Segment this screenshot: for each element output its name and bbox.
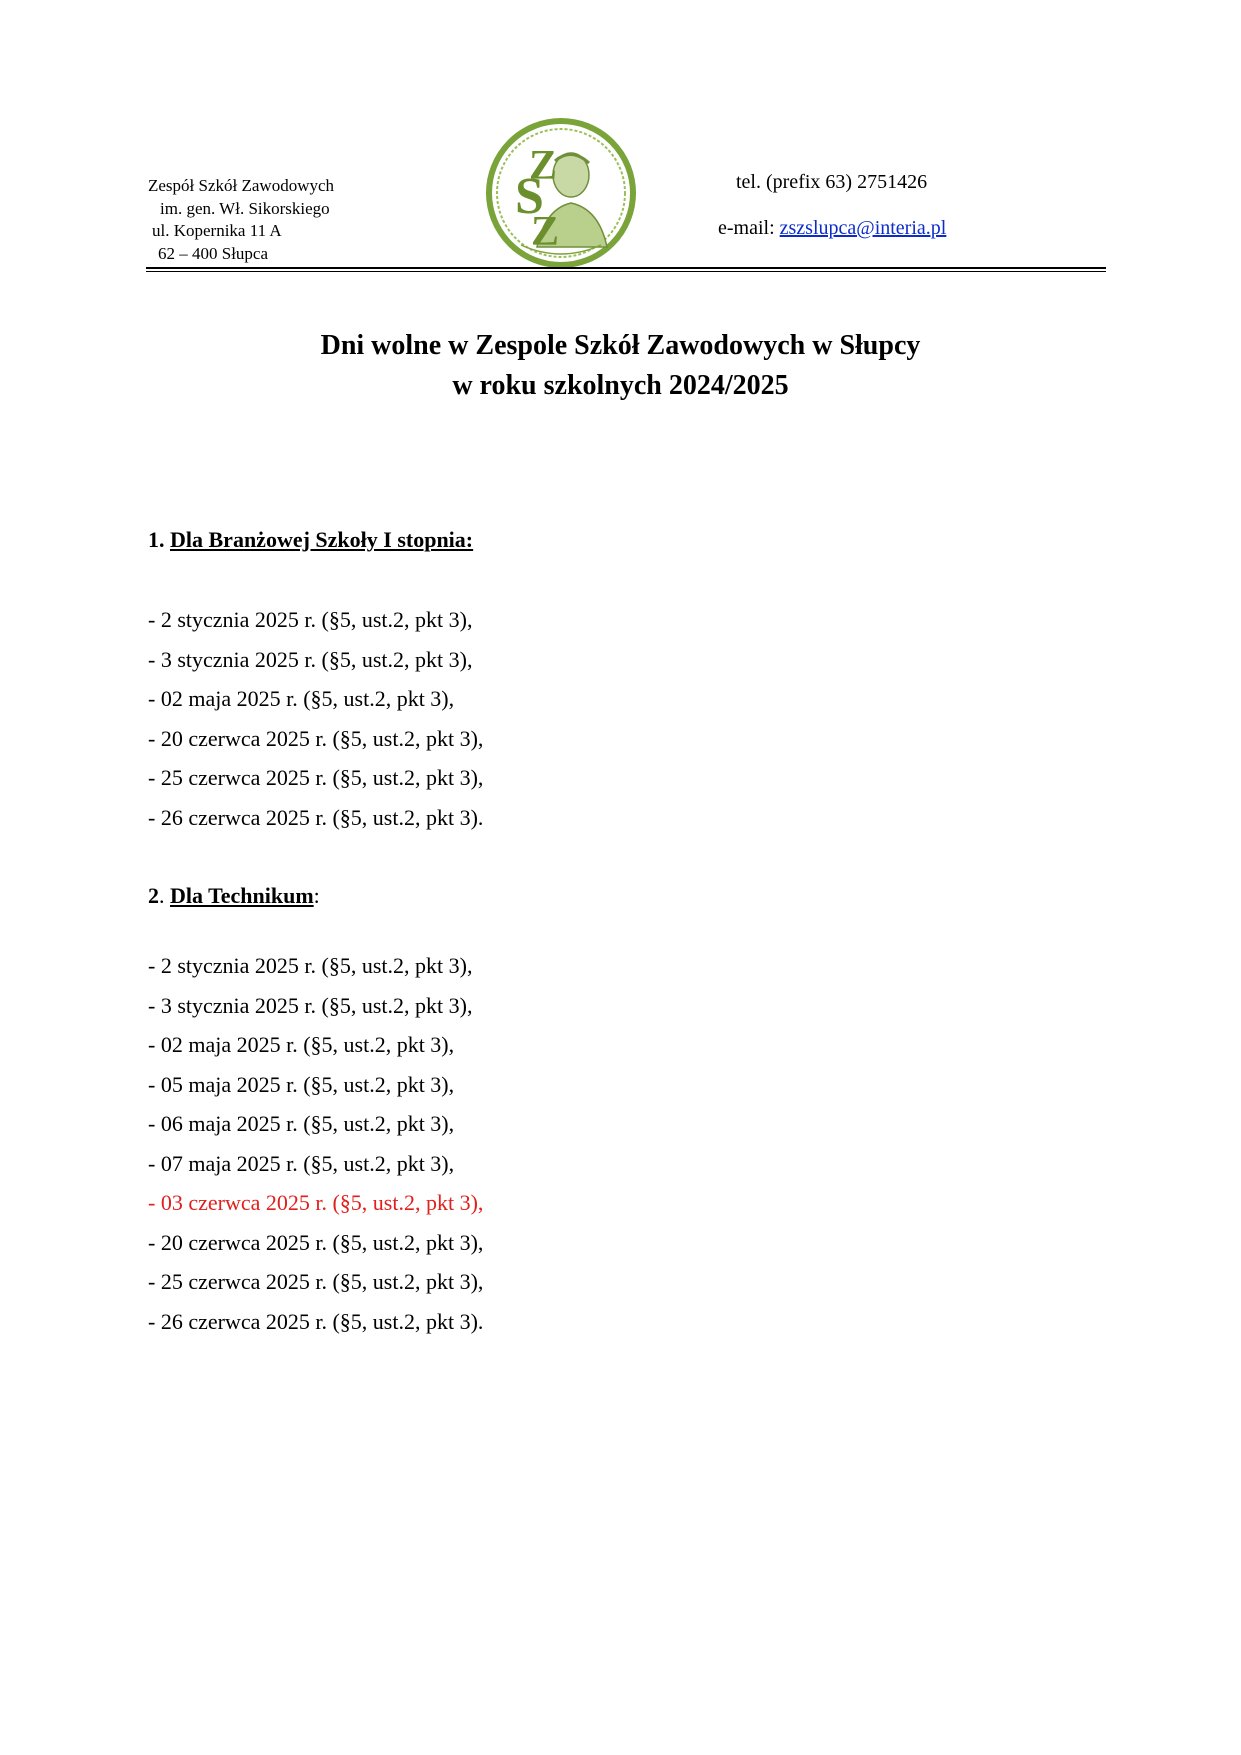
- list-item: - 25 czerwca 2025 r. (§5, ust.2, pkt 3),: [148, 1269, 484, 1294]
- logo-letter: Z: [529, 143, 558, 189]
- school-address: [148, 175, 334, 265]
- header-divider: [146, 267, 1106, 269]
- address-line: Zespół Szkół Zawodowych: [148, 176, 335, 195]
- list-item: - 05 maja 2025 r. (§5, ust.2, pkt 3),: [148, 1071, 455, 1097]
- list-item: - 02 maja 2025 r. (§5, ust.2, pkt 3),: [148, 1032, 455, 1057]
- document-title: [0, 326, 1241, 406]
- section-label: Dla Branżowej Szkoły I stopnia:: [170, 527, 474, 552]
- school-logo-icon: [485, 117, 637, 269]
- address-line: im. gen. Wł. Sikorskiego: [160, 198, 330, 218]
- title-line-2: w roku szkolnych 2024/2025: [452, 370, 789, 401]
- section-label: Dla Technikum: [170, 883, 314, 908]
- phone-number: tel. (prefix 63) 2751426: [736, 171, 928, 193]
- list-item: - 25 czerwca 2025 r. (§5, ust.2, pkt 3),: [148, 765, 484, 790]
- school-logo: [485, 117, 637, 269]
- section-heading-branzowa: [148, 526, 473, 554]
- logo-letter: S: [515, 168, 544, 225]
- section-heading-technikum: [148, 882, 320, 910]
- email-label: e-mail:: [718, 217, 780, 239]
- list-item: - 2 stycznia 2025 r. (§5, ust.2, pkt 3),: [148, 953, 473, 978]
- email-line: [700, 216, 946, 240]
- title-line-1: Dni wolne w Zespole Szkół Zawodowych w Słupcy: [320, 330, 921, 361]
- list-item: - 2 stycznia 2025 r. (§5, ust.2, pkt 3),: [148, 607, 473, 632]
- list-item: - 20 czerwca 2025 r. (§5, ust.2, pkt 3),: [148, 1229, 484, 1255]
- list-item-highlighted: - 03 czerwca 2025 r. (§5, ust.2, pkt 3),: [148, 1190, 484, 1215]
- address-line: ul. Kopernika 11 A: [152, 221, 282, 241]
- list-item: - 06 maja 2025 r. (§5, ust.2, pkt 3),: [148, 1111, 455, 1136]
- section-number: 2: [148, 883, 159, 908]
- list-item: - 07 maja 2025 r. (§5, ust.2, pkt 3),: [148, 1150, 455, 1176]
- list-item: - 26 czerwca 2025 r. (§5, ust.2, pkt 3).: [148, 804, 484, 830]
- email-link[interactable]: zszslupca@interia.pl: [779, 217, 947, 239]
- list-item: - 3 stycznia 2025 r. (§5, ust.2, pkt 3),: [148, 646, 473, 672]
- days-off-list-technikum: [148, 946, 483, 1341]
- list-item: - 02 maja 2025 r. (§5, ust.2, pkt 3),: [148, 686, 455, 711]
- section-colon: :: [313, 883, 320, 908]
- list-item: - 3 stycznia 2025 r. (§5, ust.2, pkt 3),: [148, 992, 473, 1018]
- logo-letter: Z: [531, 209, 560, 255]
- list-item: - 20 czerwca 2025 r. (§5, ust.2, pkt 3),: [148, 725, 484, 751]
- list-item: - 26 czerwca 2025 r. (§5, ust.2, pkt 3).: [148, 1308, 484, 1334]
- days-off-list-branzowa: [148, 600, 483, 837]
- section-number-dot: .: [159, 883, 170, 908]
- address-line: 62 – 400 Słupca: [158, 243, 269, 263]
- school-contact: [700, 170, 946, 240]
- section-number: 1.: [148, 527, 165, 552]
- header-divider: [146, 271, 1106, 272]
